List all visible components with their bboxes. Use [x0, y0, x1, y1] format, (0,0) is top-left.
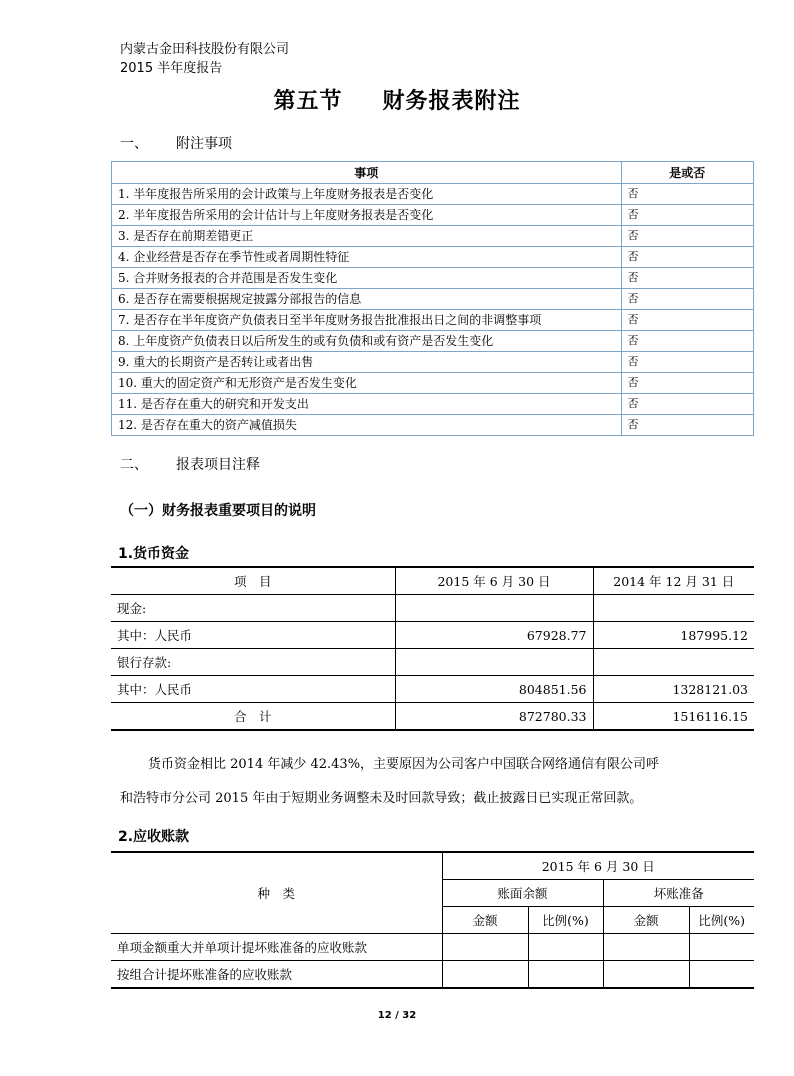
cell-value [603, 961, 689, 989]
table-row [112, 268, 754, 289]
cell-value: 67928.77 [395, 622, 593, 649]
table-row [112, 226, 754, 247]
table-header-row [112, 162, 754, 184]
cash-table [111, 566, 754, 731]
cell-value [593, 649, 754, 676]
column-header-amount: 金额 [442, 907, 528, 934]
cell-value [689, 961, 754, 989]
cash-note-line-2: 和浩特市分公司 2015 年由于短期业务调整未及时回款导致；截止披露日已实现正常回款。 [120, 791, 643, 806]
column-header: 2014 年 12 月 31 日 [593, 567, 754, 595]
note-item: 11. 是否存在重大的研究和开发支出 [112, 394, 622, 415]
cell-value [603, 934, 689, 961]
cell-value [442, 934, 528, 961]
note-answer: 否 [621, 226, 753, 247]
section-label: 附注事项 [176, 136, 232, 152]
cell-value [395, 595, 593, 622]
total-value: 1516116.15 [593, 703, 754, 731]
column-header-ratio: 比例(%) [689, 907, 754, 934]
column-header: 2015 年 6 月 30 日 [395, 567, 593, 595]
cell-value [395, 649, 593, 676]
row-label: 银行存款: [111, 649, 395, 676]
receivables-table [111, 851, 754, 989]
note-answer: 否 [621, 289, 753, 310]
category-header: 种 类 [111, 852, 442, 934]
section-number: 一、 [120, 136, 148, 152]
table-row [112, 310, 754, 331]
date-header: 2015 年 6 月 30 日 [442, 852, 754, 880]
table-row [111, 649, 754, 676]
table-row [111, 676, 754, 703]
section-number: 二、 [120, 457, 148, 473]
page-title [0, 84, 794, 115]
total-value: 872780.33 [395, 703, 593, 731]
table-row [112, 331, 754, 352]
notes-table [111, 161, 754, 436]
note-answer: 否 [621, 373, 753, 394]
note-item: 7. 是否存在半年度资产负债表日至半年度财务报告批准报出日之间的非调整事项 [112, 310, 622, 331]
table-row [111, 961, 754, 989]
row-label: 单项金额重大并单项计提坏账准备的应收账款 [111, 934, 442, 961]
table-header-row [111, 567, 754, 595]
column-header: 事项 [112, 162, 622, 184]
table-row [112, 415, 754, 436]
cell-value: 1328121.03 [593, 676, 754, 703]
total-label: 合 计 [111, 703, 395, 731]
note-answer: 否 [621, 394, 753, 415]
title-section: 第五节 [273, 89, 343, 114]
table-row [111, 622, 754, 649]
row-label: 现金: [111, 595, 395, 622]
item-heading-receivables: 2.应收账款 [118, 829, 190, 845]
column-header-ratio: 比例(%) [528, 907, 603, 934]
table-row [112, 352, 754, 373]
title-text: 财务报表附注 [382, 89, 521, 114]
note-item: 1. 半年度报告所采用的会计政策与上年度财务报表是否变化 [112, 184, 622, 205]
note-answer: 否 [621, 331, 753, 352]
page-number: 12 / 32 [377, 1010, 417, 1021]
note-item: 8. 上年度资产负债表日以后所发生的或有负债和或有资产是否发生变化 [112, 331, 622, 352]
note-answer: 否 [621, 268, 753, 289]
table-row [112, 394, 754, 415]
subsection-heading: （一）财务报表重要项目的说明 [120, 503, 316, 519]
section-heading-2 [120, 454, 260, 474]
row-label: 按组合计提坏账准备的应收账款 [111, 961, 442, 989]
section-heading-1 [120, 133, 232, 153]
table-row [112, 205, 754, 226]
cell-value [442, 961, 528, 989]
table-row [112, 373, 754, 394]
cell-value [689, 934, 754, 961]
item-heading-cash: 1.货币资金 [118, 546, 190, 562]
cell-value: 804851.56 [395, 676, 593, 703]
row-label: 其中：人民币 [111, 622, 395, 649]
note-answer: 否 [621, 415, 753, 436]
table-row [112, 247, 754, 268]
report-name: 2015 半年度报告 [120, 61, 223, 76]
note-item: 4. 企业经营是否存在季节性或者周期性特征 [112, 247, 622, 268]
column-header-amount: 金额 [603, 907, 689, 934]
note-item: 6. 是否存在需要根据规定披露分部报告的信息 [112, 289, 622, 310]
table-row [112, 184, 754, 205]
cell-value [593, 595, 754, 622]
cell-value: 187995.12 [593, 622, 754, 649]
total-row [111, 703, 754, 731]
group-header-allowance: 坏账准备 [603, 880, 754, 907]
company-name: 内蒙古金田科技股份有限公司 [120, 42, 290, 57]
note-item: 10. 重大的固定资产和无形资产是否发生变化 [112, 373, 622, 394]
note-item: 5. 合并财务报表的合并范围是否发生变化 [112, 268, 622, 289]
cell-value [528, 934, 603, 961]
section-label: 报表项目注释 [176, 457, 260, 473]
note-answer: 否 [621, 352, 753, 373]
column-header: 是或否 [621, 162, 753, 184]
note-answer: 否 [621, 247, 753, 268]
column-header: 项 目 [111, 567, 395, 595]
table-row [111, 934, 754, 961]
note-answer: 否 [621, 184, 753, 205]
note-item: 3. 是否存在前期差错更正 [112, 226, 622, 247]
note-item: 2. 半年度报告所采用的会计估计与上年度财务报表是否变化 [112, 205, 622, 226]
row-label: 其中：人民币 [111, 676, 395, 703]
table-row [112, 289, 754, 310]
note-answer: 否 [621, 310, 753, 331]
note-answer: 否 [621, 205, 753, 226]
table-row [111, 595, 754, 622]
group-header-balance: 账面余额 [442, 880, 603, 907]
table-header-row [111, 852, 754, 880]
note-item: 12. 是否存在重大的资产减值损失 [112, 415, 622, 436]
note-item: 9. 重大的长期资产是否转让或者出售 [112, 352, 622, 373]
cell-value [528, 961, 603, 989]
cash-note-line-1: 货币资金相比 2014 年减少 42.43%，主要原因为公司客户中国联合网络通信有限公司呼 [148, 757, 660, 772]
